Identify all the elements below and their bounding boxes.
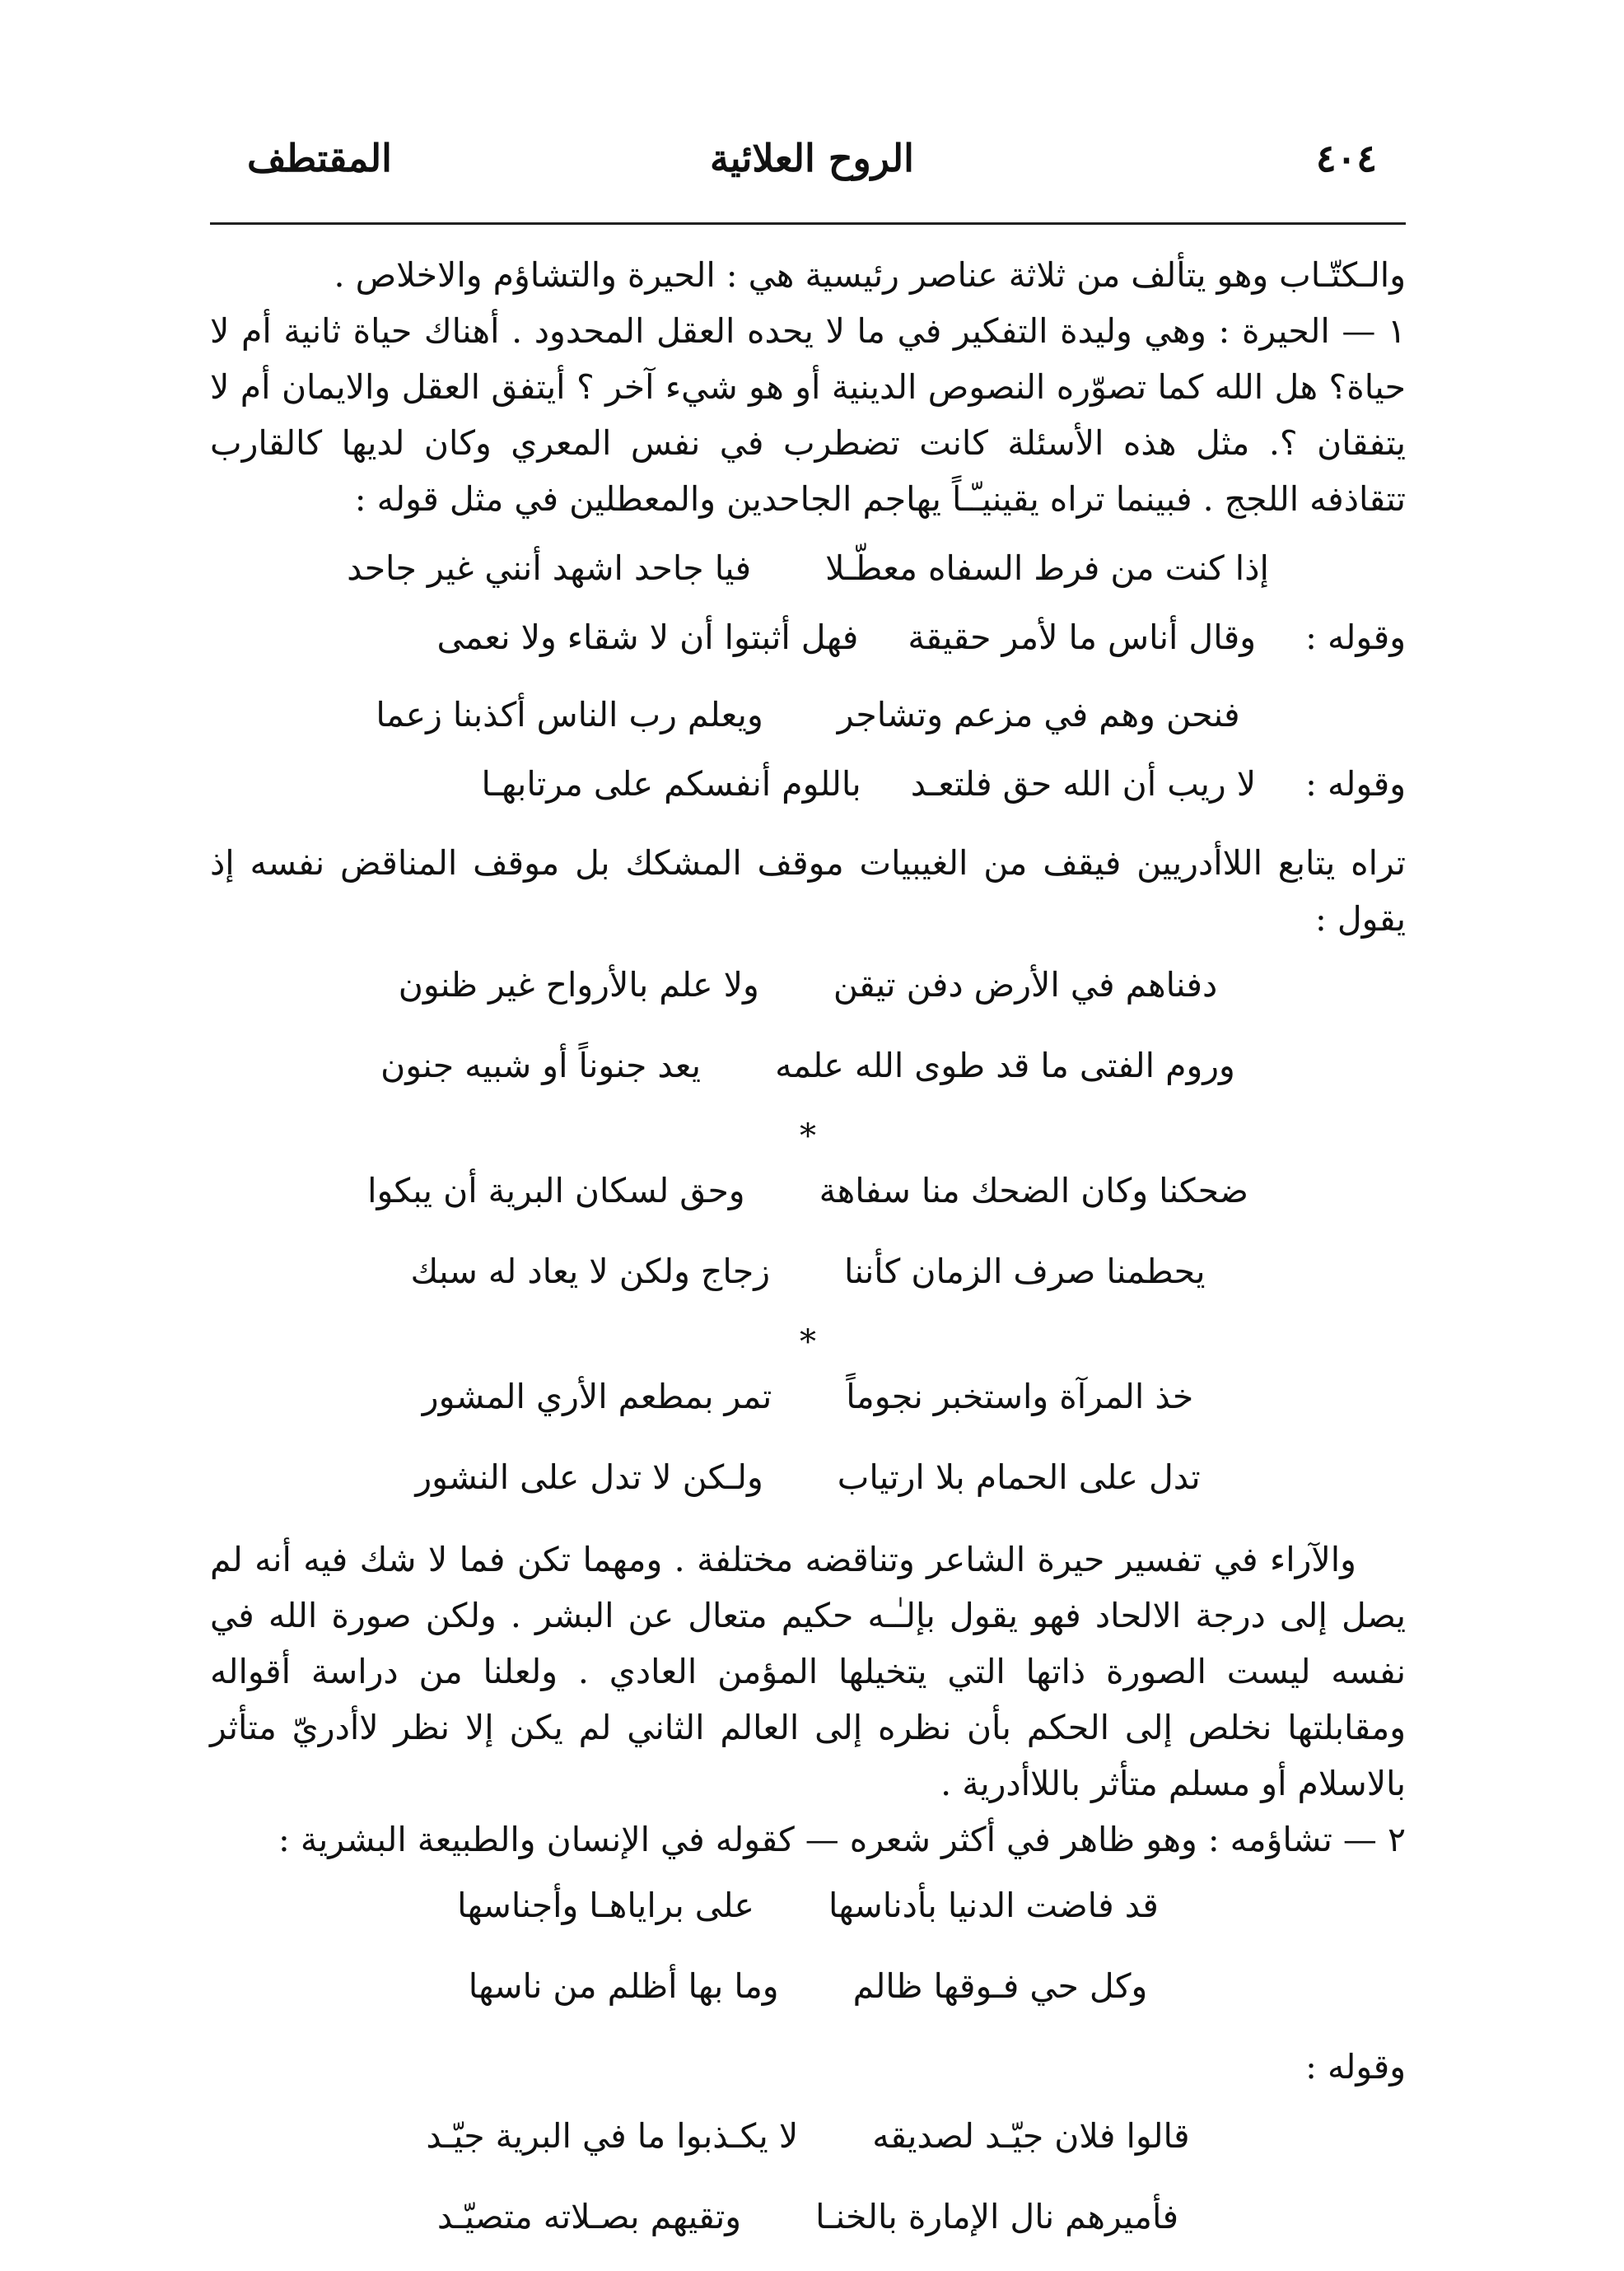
verse-hemistich: وما بها أظلم من ناسها: [468, 1966, 779, 2006]
verse-group: [210, 958, 1406, 1092]
verse-line: [210, 1245, 1406, 1298]
verse-hemistich: باللوم أنفسكم على مرتابهـا: [481, 764, 861, 804]
verse-hemistich: ضحكنا وكان الضحك منا سفاهة: [819, 1171, 1248, 1210]
verse-line: [210, 1451, 1406, 1504]
verse-hemistich: لا ريب أن الله حق فلتعـد: [910, 764, 1257, 804]
verse-lead: وقوله :: [1305, 618, 1406, 657]
verse-line: [210, 1960, 1406, 2012]
verse-line: [210, 958, 1406, 1011]
verse-hemistich: تدل على الحمام بلا ارتياب: [837, 1457, 1201, 1497]
verse-hemistich: قد فاضت الدنيا بأدناسها: [828, 1886, 1159, 1925]
verse-line: [210, 542, 1406, 595]
verse-hemistich: ولا علم بالأرواح غير ظنون: [398, 965, 759, 1005]
verse-group: [210, 1164, 1406, 1298]
verse-hemistich: لا يكـذبوا ما في البرية جيّـد: [426, 2116, 799, 2156]
verse-line: [210, 1164, 1406, 1217]
verse-hemistich: على براياهـا وأجناسها: [457, 1886, 754, 1925]
verse-line: [210, 611, 1406, 664]
verse-hemistich: فيا جاحد اشهد أنني غير جاحد: [347, 548, 752, 588]
page-number: ٤٠٤: [1315, 136, 1377, 180]
verse-group: [210, 1370, 1406, 1504]
paragraph-agnostic: تراه يتابع اللاأدريين فيقف من الغيبيات موقف المشكك بل موقف المناقض نفسه إذ يقول :: [210, 843, 1406, 939]
verse-hemistich: فنحن وهم في مزعم وتشاجر: [837, 695, 1240, 734]
section-separator: *: [800, 1323, 816, 1361]
verse-hemistich: قالوا فلان جيّـد لصديقه: [872, 2116, 1190, 2156]
verse-hemistich: ولـكن لا تدل على النشور: [415, 1457, 763, 1497]
verse-hemistich: تمر بمطعم الأري المشور: [422, 1377, 772, 1416]
verse-group: [210, 2110, 1406, 2243]
verse-line: [210, 2110, 1406, 2162]
verse-line: [210, 688, 1406, 741]
page-body: [210, 247, 1406, 2271]
verse-hemistich: زجاج ولكن لا يعاد له سبك: [410, 1252, 771, 1291]
page-header: [247, 136, 1377, 202]
verse-hemistich: خذ المرآة واستخبر نجوماً: [846, 1377, 1194, 1416]
verse-hemistich: فأميرهم نال الإمارة بالخنـا: [815, 2197, 1179, 2236]
paragraph-perplexity: ١ — الحيرة : وهي وليدة التفكير في ما لا يحده العقل المحدود . أهناك حياة ثانية أم لا حياة؟ هل الله كما تصوّره النصوص الدينية أو هو شيء آخر ؟ أيتفق العقل والايمان أم لا يتفقان ؟. مثل هذه الأسئلة كانت تضطرب في نفس المعري وكان لديها كالقارب تتقاذفه اللجج . فبينما تراه يقينيـّـاً يهاجم الجاحدين والمعطلين في مثل قوله :: [210, 311, 1406, 519]
verse-line: [210, 1039, 1406, 1092]
verse-hemistich: يعد جنوناً أو شبيه جنون: [380, 1046, 702, 1085]
verse-hemistich: وحق لسكان البرية أن يبكوا: [367, 1171, 745, 1210]
verse-hemistich: إذا كنت من فرط السفاه معطّـلا: [825, 548, 1269, 588]
verse-lead: وقوله :: [1305, 764, 1406, 804]
section-separator: *: [800, 1117, 816, 1155]
verse-hemistich: ويعلم رب الناس أكذبنا زعما: [376, 695, 763, 734]
verse-line: [210, 1370, 1406, 1423]
paragraph-intro: والـكتّـاب وهو يتألف من ثلاثة عناصر رئيسية هي : الحيرة والتشاؤم والاخلاص .: [334, 255, 1406, 295]
verse-hemistich: وتقيهم بصـلاته متصيّـد: [436, 2197, 742, 2236]
verse-hemistich: يحطمنا صرف الزمان كأننا: [844, 1252, 1206, 1291]
running-title: الروح العلائية: [710, 136, 914, 180]
verse-group: [210, 1879, 1406, 2012]
verse-line: [210, 1879, 1406, 1932]
verse-hemistich: فهل أثبتوا أن لا شقاء ولا نعمى: [436, 618, 859, 657]
paragraph-pessimism: ٢ — تشاؤمه : وهو ظاهر في أكثر شعره — كقوله في الإنسان والطبيعة البشرية :: [278, 1820, 1406, 1859]
header-rule: [210, 222, 1406, 225]
verse-hemistich: دفناهم في الأرض دفن تيقن: [833, 965, 1218, 1005]
paragraph-opinions: والآراء في تفسير حيرة الشاعر وتناقضه مختلفة . ومهما تكن فما لا شك فيه أنه لم يصل إلى درجة الالحاد فهو يقول بإلـٰـه حكيم متعال عن البشر . ولكن صورة الله في نفسه ليست الصورة ذاتها التي يتخيلها المؤمن العادي . ولعلنا من دراسة أقواله ومقابلتها نخلص إلى الحكم بأن نظره إلى العالم الثاني لم يكن إلا نظر لاأدريّ متأثر بالاسلام أو مسلم متأثر باللاأدرية .: [210, 1540, 1406, 1803]
verse-hemistich: وقال أناس ما لأمر حقيقة: [908, 618, 1257, 657]
verse-hemistich: وروم الفتى ما قد طوى الله علمه: [775, 1046, 1235, 1085]
verse-lead: وقوله :: [1305, 2047, 1406, 2087]
verse-line: [210, 2190, 1406, 2243]
verse-line: [210, 758, 1406, 810]
verse-hemistich: وكل حي فـوقها ظالم: [852, 1966, 1148, 2006]
journal-name: المقتطف: [247, 136, 392, 180]
